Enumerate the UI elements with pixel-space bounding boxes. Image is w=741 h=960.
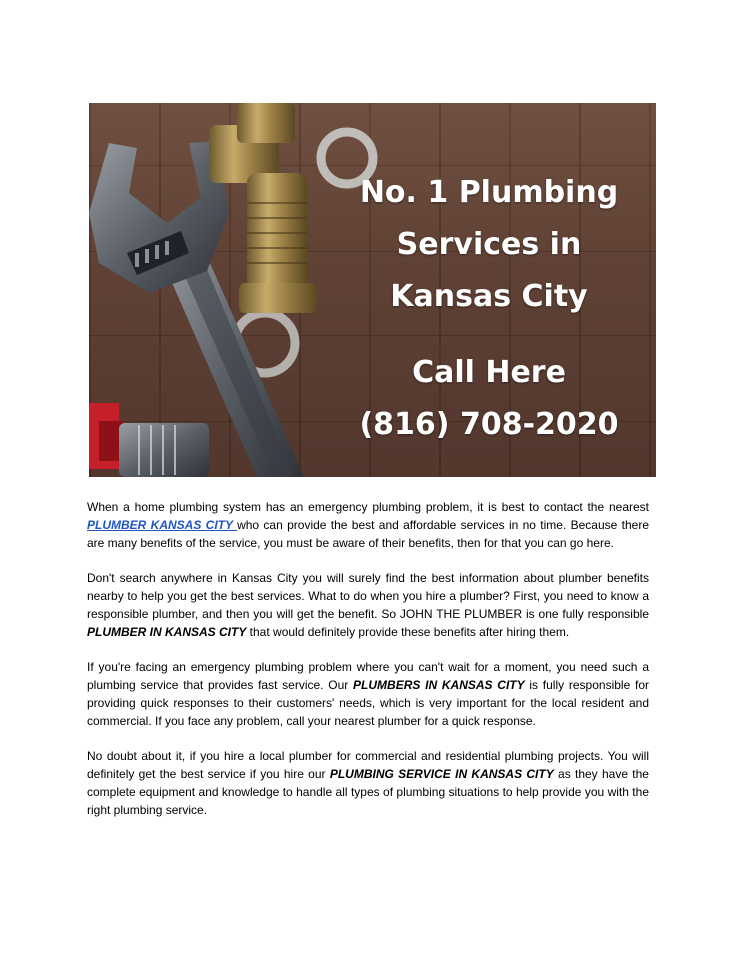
banner-headline bbox=[344, 167, 634, 323]
keyword-emphasis: PLUMBING SERVICE IN KANSAS CITY bbox=[329, 767, 554, 781]
banner-text bbox=[344, 167, 634, 449]
paragraph-text: When a home plumbing system has an emergency plumbing problem, it is best to contact the nearest bbox=[87, 500, 649, 514]
plumber-kansas-city-link[interactable]: PLUMBER KANSAS CITY bbox=[87, 518, 238, 532]
banner-image bbox=[89, 103, 656, 477]
paragraph-text: who can provide the best and affordable services in no time. Because there are many benefits of the service, you must be aware of their benefits, then for that you can go here. bbox=[87, 518, 649, 550]
paragraph-text: as they have the complete equipment and knowledge to handle all types of plumbing situations to help provide you with the right plumbing service. bbox=[87, 767, 649, 817]
banner-headline-line-2: Services in bbox=[396, 227, 582, 262]
paragraph-text: No doubt about it, if you hire a local plumber for commercial and residential plumbing projects. You will definitely get the best service if you hire our bbox=[87, 749, 649, 781]
paragraph-text: that would definitely provide these benefits after hiring them. bbox=[246, 625, 570, 639]
paragraph-text: is fully responsible for providing quick responses to their customers' needs, which is very important for the local resident and commercial. If you face any problem, call your nearest plumber for a quick response. bbox=[87, 678, 650, 728]
keyword-emphasis: PLUMBERS IN KANSAS CITY bbox=[353, 678, 525, 692]
banner-headline-line-3: Kansas City bbox=[390, 279, 588, 314]
banner-phone-number: (816) 708-2020 bbox=[359, 407, 619, 442]
article-body bbox=[87, 498, 649, 836]
paragraph-text: If you're facing an emergency plumbing problem where you can't wait for a moment, you need such a plumbing service that provides fast service. Our bbox=[87, 660, 649, 692]
paragraph-4 bbox=[87, 747, 649, 819]
paragraph-3 bbox=[87, 658, 649, 730]
paragraph-1 bbox=[87, 498, 649, 552]
keyword-emphasis: PLUMBER IN KANSAS CITY bbox=[87, 625, 247, 639]
paragraph-2 bbox=[87, 569, 649, 641]
banner-call-label: Call Here bbox=[412, 355, 566, 390]
banner-headline-line-1: No. 1 Plumbing bbox=[359, 175, 619, 210]
paragraph-text: Don't search anywhere in Kansas City you will surely find the best information about plumber benefits nearby to help you get the best services. What to do when you hire a plumber? First, you need to know a responsible plumber, and then you will get the benefit. So JOHN THE PLUMBER is one fully responsible bbox=[87, 571, 649, 621]
